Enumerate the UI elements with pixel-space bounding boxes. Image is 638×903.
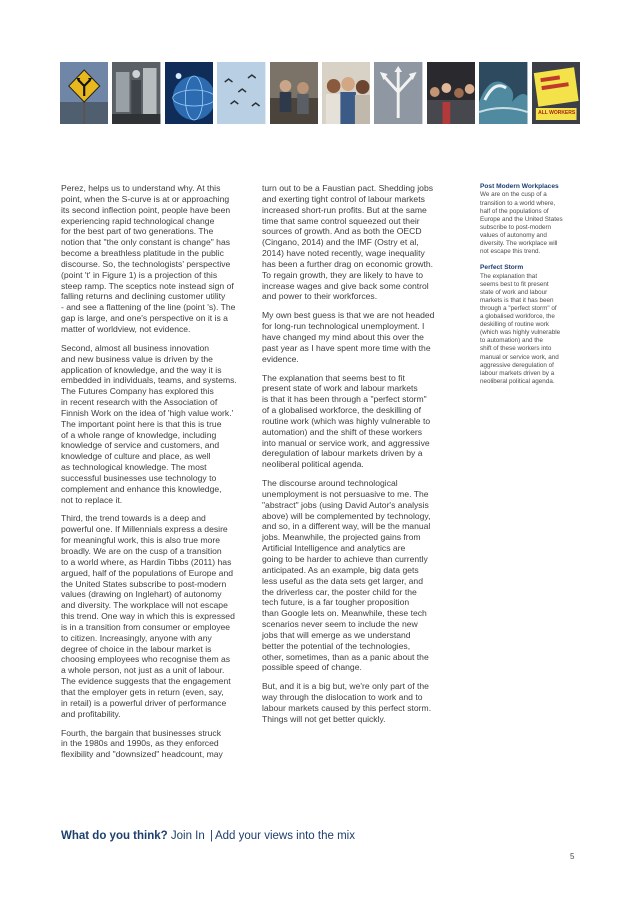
join-in-link[interactable]: Join In [170,830,205,842]
paragraph: Second, almost all business innovation and new business value is driven by the application of knowledge, and the way it is embedded in individuals, teams, and systems. The Futures Company has explored this in recent research with the Association of Finnish Work on the idea of 'high value work.' The important point here is that this is true of a whole range of knowledge, including knowledge of service and customers, and knowledge of culture and place, as well as technological knowledge. The most successful businesses use technology to complement and enhance this knowledge, not to replace it. [61,342,237,505]
body-column-left [61,183,257,768]
callout-text-perfect-storm: The explanation that seems best to fit present state of work and labour markets is that it has been through a "perfect storm" of a globalised workforce, the deskilling of routine work (which was highly vulnerable to automation) and the shift of these workers into manual or service work, and aggressive deregulation of labour markets driven by a neoliberal political agenda. [480,272,561,385]
body-column-middle [262,183,458,733]
crowd-image [427,62,475,124]
factory-workers-image [270,62,318,124]
paragraph: Fourth, the bargain that businesses struck in the 1980s and 1990s, as they enforced flexibility and "downsized" headcount, may [61,727,223,760]
callout-title-perfect-storm: Perfect Storm [480,264,524,272]
paragraph: The discourse around technological unemployment is not persuasive to me. The "abstract" jobs (using David Autor's analysis above) will be complemented by technology, and so, in a different way, will be the manual jobs. Meanwhile, the projected gains from Artificial Intelligence and analytics are going to be harder to achieve than currently anticipated. As an example, big data gets less useful as the data sets get larger, and the driverless car, the poster child for the tech future, is a far tougher proposition than Google lets on. Meanwhile, these tech scenarios never seem to include the new jobs that will emerge as we understand better the potential of the technologies, other, sometimes, than as a panic about the possible speed of change. [262,478,431,673]
road-fork-sign-image [60,62,108,124]
callout-text-post-modern-workplaces: We are on the cusp of a transition to a world where, half of the populations of Europe and the United States subscribe to post-modern values of autonomy and diversity. The workplace will not escape this trend. [480,191,563,256]
direction-arrows-image [374,62,422,124]
ocean-wave-storm-image [479,62,527,124]
callout-title-post-modern-workplaces: Post Modern Workplaces [480,183,559,190]
paragraph: My own best guess is that we are not headed for long-run technological unemployment. I have changed my mind about this over the past year as I have spent more time with the evidence. [262,310,435,364]
birds-in-flight-image [217,62,265,124]
paragraph: Third, the trend towards is a deep and powerful one. If Millennials express a desire for meaningful work, this is also true more broadly. We are on the cusp of a transition to a world where, as Hardin Tibbs (2011) has argued, half of the populations of Europe and the United States subscribe to post-modern values (drawing on Inglehart) of autonomy and diversity. The workplace will not escape this trend. One way in which this is expressed is in a transition from consumer or employee to citizen. Increasingly, anyone with any degree of choice in the labour market is choosing employees who recognise them as a whole person, not just as a unit of labour. The evidence suggests that the engagement that the employer gets in return (even, say, in retail) is a powerful driver of performance and profitability. [61,513,235,719]
add-your-views-link[interactable]: Add your views into the mix [214,830,355,842]
protest-sign-text: ALL WORKERS [538,110,576,116]
group-of-people-image [322,62,370,124]
footer-question: What do you think? [61,830,168,842]
footer-separator: | [209,830,213,842]
sidebar-callouts [480,183,580,394]
paragraph: turn out to be a Faustian pact. Shedding jobs and exerting tight control of labour markets increased short-run profits. But at the same time that same control squeezed out their sources of growth. And as both the OECD (Cingano, 2014) and the IMF (Ostry et al, 2014) have noted recently, wage inequality has been a further drag on economic growth. To regain growth, they are likely to have to increase wages and give back some control and power to their workforces. [262,183,434,302]
globe-network-image [165,62,213,124]
page-number: 5 [570,852,575,861]
industrial-machinery-image [112,62,160,124]
footer-call-to-action [61,829,355,843]
paragraph: Perez, helps us to understand why. At this point, when the S-curve is at or approaching its second inflection point, people have been experiencing rapid technological change for the best part of two generations. The notion that "the only constant is change" has become a breathless platitude in the public discourse. So, the technologists' perspective (point 't' in Figure 1) is a projection of this steep ramp. The sceptics note instead sign of falling returns and declining customer utility - and see a flattening of the line (point 's). The gap is large, and one's perspective on it is a matter of worldview, not evidence. [61,183,236,334]
paragraph: But, and it is a big but, we're only part of the way through the dislocation to work and to labour markets caused by this perfect storm. Things will not get better quickly. [262,681,432,724]
image-strip [60,62,580,124]
protest-sign-image [532,62,580,124]
paragraph: The explanation that seems best to fit present state of work and labour markets is that it has been through a "perfect storm" of a globalised workforce, the deskilling of routine work (which was highly vulnerable to automation) and the shift of these workers into manual or service work, and aggressive deregulation of labour markets driven by a neoliberal political agenda. [262,372,431,470]
